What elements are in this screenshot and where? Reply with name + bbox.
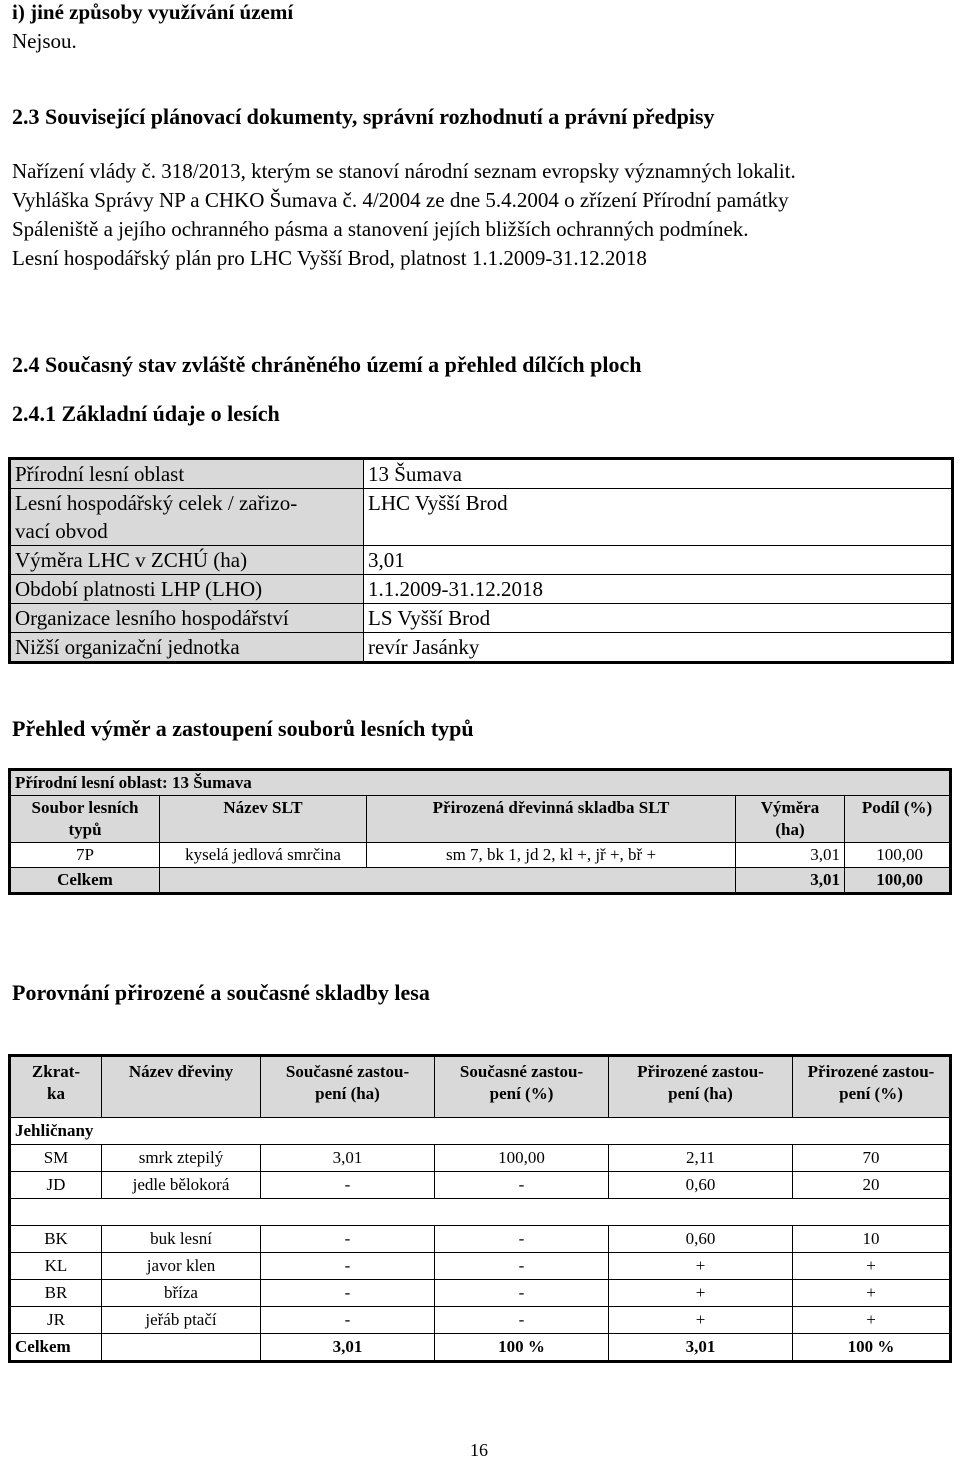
total-nat-pct: 100 %	[793, 1334, 951, 1362]
cell-cur-pct: -	[435, 1226, 609, 1253]
cell-nat-pct: 20	[793, 1172, 951, 1199]
cell-name: kyselá jedlová smrčina	[160, 843, 367, 868]
section-i-text: Nejsou.	[12, 29, 77, 53]
table-header-row	[10, 1056, 951, 1118]
total-share: 100,00	[845, 868, 951, 894]
table-total-row	[10, 868, 951, 894]
header-slt-line: Soubor lesních	[31, 798, 139, 817]
group-label-broadleaves	[10, 1199, 951, 1226]
cell-cur-ha: -	[261, 1307, 435, 1334]
table-row	[10, 1172, 951, 1199]
info-label	[10, 489, 364, 546]
header-line: ka	[47, 1084, 65, 1103]
table-row	[10, 1226, 951, 1253]
header-line: pení (%)	[839, 1084, 903, 1103]
header-area	[736, 796, 845, 843]
group-row-empty	[10, 1199, 951, 1226]
forest-types-table	[8, 768, 952, 895]
cell-nat-ha: 2,11	[609, 1145, 793, 1172]
table-row	[10, 1307, 951, 1334]
cell-cur-pct: -	[435, 1172, 609, 1199]
cell-name: smrk ztepilý	[102, 1145, 261, 1172]
compare-heading: Porovnání přirozené a současné skladby lesa	[12, 980, 430, 1005]
cell-abbr: SM	[10, 1145, 102, 1172]
info-label: Výměra LHC v ZCHÚ (ha)	[10, 546, 364, 575]
header-nat-ha	[609, 1056, 793, 1118]
cell-name: javor klen	[102, 1253, 261, 1280]
cell-cur-pct: 100,00	[435, 1145, 609, 1172]
cell-abbr: BK	[10, 1226, 102, 1253]
info-value: revír Jasánky	[364, 633, 953, 663]
header-composition: Přirozená dřevinná skladba SLT	[367, 796, 736, 843]
section-2-4-1-heading: 2.4.1 Základní údaje o lesích	[12, 401, 280, 426]
table-row	[10, 633, 953, 663]
table-row	[10, 1253, 951, 1280]
info-value: LHC Vyšší Brod	[364, 489, 953, 546]
cell-cur-ha: -	[261, 1172, 435, 1199]
total-label: Celkem	[10, 1334, 102, 1362]
group-label-conifers: Jehličnany	[10, 1118, 951, 1145]
info-label: Nižší organizační jednotka	[10, 633, 364, 663]
total-label: Celkem	[10, 868, 160, 894]
cell-cur-ha: -	[261, 1280, 435, 1307]
cell-share: 100,00	[845, 843, 951, 868]
header-line: Přirozené zastou-	[637, 1062, 764, 1081]
group-row	[10, 1118, 951, 1145]
header-name: Název dřeviny	[102, 1056, 261, 1118]
header-slt-line: typů	[68, 820, 102, 839]
types-heading: Přehled výměr a zastoupení souborů lesních typů	[12, 716, 474, 741]
header-line: Přirozené zastou-	[807, 1062, 935, 1081]
table-row	[10, 1280, 951, 1307]
cell-name: bříza	[102, 1280, 261, 1307]
table-row	[10, 459, 953, 489]
info-label-line: vací obvod	[15, 519, 108, 543]
paragraph-line: Vyhláška Správy NP a CHKO Šumava č. 4/2004 ze dne 5.4.2004 o zřízení Přírodní památky	[12, 188, 789, 212]
table-header-row	[10, 796, 951, 843]
cell-name: buk lesní	[102, 1226, 261, 1253]
cell-name: jedle bělokorá	[102, 1172, 261, 1199]
total-area: 3,01	[736, 868, 845, 894]
table-row	[10, 770, 951, 796]
header-abbr	[10, 1056, 102, 1118]
page-number: 16	[470, 1440, 488, 1460]
header-nat-pct	[793, 1056, 951, 1118]
header-line: pení (ha)	[668, 1084, 733, 1103]
section-2-4-heading: 2.4 Současný stav zvláště chráněného území a přehled dílčích ploch	[12, 352, 642, 377]
cell-nat-ha: 0,60	[609, 1172, 793, 1199]
cell-cur-ha: -	[261, 1253, 435, 1280]
info-label: Období platnosti LHP (LHO)	[10, 575, 364, 604]
cell-nat-pct: 10	[793, 1226, 951, 1253]
composition-compare-table	[8, 1054, 952, 1363]
cell-abbr: JR	[10, 1307, 102, 1334]
paragraph-line: Lesní hospodářský plán pro LHC Vyšší Brod, platnost 1.1.2009-31.12.2018	[12, 246, 647, 270]
paragraph-line: Spáleniště a jejího ochranného pásma a stanovení jejích bližších ochranných podmínek.	[12, 217, 749, 241]
cell-nat-ha: 0,60	[609, 1226, 793, 1253]
total-cur-ha: 3,01	[261, 1334, 435, 1362]
header-line: pení (ha)	[315, 1084, 380, 1103]
cell-cur-pct: -	[435, 1253, 609, 1280]
cell-composition: sm 7, bk 1, jd 2, kl +, jř +, bř +	[367, 843, 736, 868]
table-row	[10, 489, 953, 546]
table-row	[10, 604, 953, 633]
info-value: 13 Šumava	[364, 459, 953, 489]
header-cur-ha	[261, 1056, 435, 1118]
cell-abbr: KL	[10, 1253, 102, 1280]
paragraph-line: Nařízení vlády č. 318/2013, kterým se stanoví národní seznam evropsky významných lokalit.	[12, 159, 796, 183]
info-value: 1.1.2009-31.12.2018	[364, 575, 953, 604]
info-label: Organizace lesního hospodářství	[10, 604, 364, 633]
cell-name: jeřáb ptačí	[102, 1307, 261, 1334]
cell-area: 3,01	[736, 843, 845, 868]
cell-abbr: JD	[10, 1172, 102, 1199]
info-value: LS Vyšší Brod	[364, 604, 953, 633]
cell-cur-ha: -	[261, 1226, 435, 1253]
table-row	[10, 575, 953, 604]
header-area-line: Výměra	[760, 798, 820, 817]
total-empty	[102, 1334, 261, 1362]
cell-nat-pct: +	[793, 1307, 951, 1334]
table-row	[10, 546, 953, 575]
header-line: Současné zastou-	[459, 1062, 584, 1081]
total-nat-ha: 3,01	[609, 1334, 793, 1362]
header-line: Zkrat-	[31, 1062, 81, 1081]
cell-nat-pct: +	[793, 1280, 951, 1307]
header-share: Podíl (%)	[845, 796, 951, 843]
cell-slt: 7P	[10, 843, 160, 868]
forest-info-table	[8, 457, 954, 664]
info-label-line: Lesní hospodářský celek / zařizo-	[15, 491, 298, 515]
header-slt	[10, 796, 160, 843]
total-empty	[160, 868, 736, 894]
header-name: Název SLT	[160, 796, 367, 843]
cell-abbr: BR	[10, 1280, 102, 1307]
cell-cur-pct: -	[435, 1307, 609, 1334]
info-label: Přírodní lesní oblast	[10, 459, 364, 489]
cell-cur-ha: 3,01	[261, 1145, 435, 1172]
table-total-row	[10, 1334, 951, 1362]
cell-nat-pct: +	[793, 1253, 951, 1280]
section-2-3-paragraph	[12, 157, 796, 273]
header-cur-pct	[435, 1056, 609, 1118]
cell-nat-pct: 70	[793, 1145, 951, 1172]
header-line: Současné zastou-	[285, 1062, 410, 1081]
cell-cur-pct: -	[435, 1280, 609, 1307]
total-cur-pct: 100 %	[435, 1334, 609, 1362]
area-title: Přírodní lesní oblast: 13 Šumava	[10, 770, 951, 796]
cell-nat-ha: +	[609, 1253, 793, 1280]
table-row	[10, 843, 951, 868]
cell-nat-ha: +	[609, 1280, 793, 1307]
cell-nat-ha: +	[609, 1307, 793, 1334]
section-i-heading: i) jiné způsoby využívání území	[12, 0, 294, 24]
info-value: 3,01	[364, 546, 953, 575]
table-row	[10, 1145, 951, 1172]
section-2-3-heading: 2.3 Související plánovací dokumenty, správní rozhodnutí a právní předpisy	[12, 104, 715, 129]
header-area-line: (ha)	[775, 820, 805, 839]
header-line: pení (%)	[489, 1084, 554, 1103]
